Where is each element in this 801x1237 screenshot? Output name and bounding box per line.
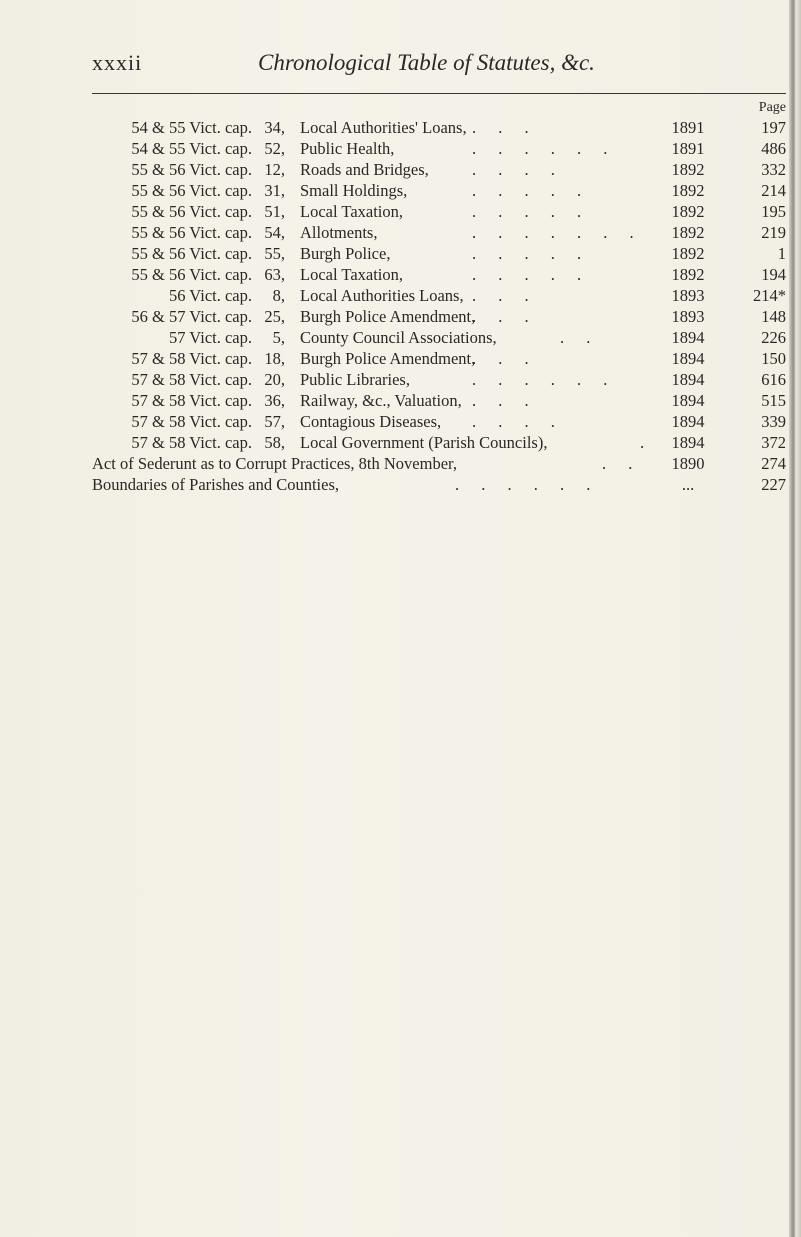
page-number: 274 (761, 454, 786, 473)
page-number: 148 (761, 307, 786, 326)
running-title: Chronological Table of Statutes, &c. (258, 50, 595, 75)
table-row (0, 159, 801, 180)
statute-title: Local Authorities Loans, (300, 286, 464, 305)
statute-title: Contagious Diseases, (300, 412, 442, 431)
act-reference: 54 & 55 Vict. cap. (131, 118, 252, 137)
act-reference: 56 & 57 Vict. cap. (131, 307, 252, 326)
chapter-number: 8, (272, 286, 285, 305)
leader-dots: . . . . . . . (472, 223, 643, 242)
table-row (0, 390, 801, 411)
act-reference: 54 & 55 Vict. cap. (131, 139, 252, 158)
table-row (0, 327, 801, 348)
page-column-heading: Page (758, 100, 786, 115)
leader-dots: . . (602, 454, 642, 473)
leader-dots: . . . . . (472, 244, 591, 263)
table-row (0, 138, 801, 159)
leader-dots: . . . . . (472, 265, 591, 284)
statute-title: Act of Sederunt as to Corrupt Practices, 8th November, (92, 454, 457, 473)
year: 1892 (671, 160, 705, 179)
page-header (92, 50, 712, 84)
chapter-number: 36, (264, 391, 285, 410)
act-reference: 55 & 56 Vict. cap. (131, 202, 252, 221)
statute-title: Allotments, (300, 223, 378, 242)
year: ... (681, 475, 695, 494)
leader-dots: . (640, 433, 654, 452)
table-row (0, 264, 801, 285)
chapter-number: 18, (264, 349, 285, 368)
leader-dots: . . (560, 328, 600, 347)
page-number: 214* (753, 286, 786, 305)
chapter-number: 31, (264, 181, 285, 200)
year: 1892 (671, 244, 705, 263)
statute-title: Railway, &c., Valuation, (300, 391, 462, 410)
year: 1894 (671, 328, 705, 347)
chapter-number: 20, (264, 370, 285, 389)
act-reference: 55 & 56 Vict. cap. (131, 265, 252, 284)
header-rule (92, 93, 786, 94)
year: 1893 (671, 286, 705, 305)
leader-dots: . . . (472, 349, 538, 368)
leader-dots: . . . . . . (455, 475, 600, 494)
leader-dots: . . . . . . (472, 139, 617, 158)
table-row (0, 453, 801, 474)
statute-title: Local Taxation, (300, 265, 404, 284)
act-reference: 57 & 58 Vict. cap. (131, 412, 252, 431)
page-number: 219 (761, 223, 786, 242)
act-reference: 57 & 58 Vict. cap. (131, 391, 252, 410)
act-reference: 56 Vict. cap. (168, 286, 252, 305)
statute-title: Burgh Police, (300, 244, 391, 263)
year: 1894 (671, 433, 705, 452)
statute-title: Burgh Police Amendment, (300, 307, 476, 326)
year: 1893 (671, 307, 705, 326)
year: 1890 (671, 454, 705, 473)
chapter-number: 54, (264, 223, 285, 242)
table-row (0, 285, 801, 306)
page-number: 339 (761, 412, 786, 431)
table-row (0, 474, 801, 495)
act-reference: 55 & 56 Vict. cap. (131, 181, 252, 200)
page-number: 1 (777, 244, 786, 263)
act-reference: 57 & 58 Vict. cap. (131, 370, 252, 389)
chapter-number: 55, (264, 244, 285, 263)
table-row (0, 306, 801, 327)
page-number: 227 (761, 475, 786, 494)
statute-title: Small Holdings, (300, 181, 408, 200)
year: 1892 (671, 223, 705, 242)
year: 1892 (671, 265, 705, 284)
statute-title: Roads and Bridges, (300, 160, 429, 179)
table-row (0, 201, 801, 222)
act-reference: 55 & 56 Vict. cap. (131, 160, 252, 179)
chapter-number: 58, (264, 433, 285, 452)
statute-title: County Council Associations, (300, 328, 497, 347)
act-reference: 57 & 58 Vict. cap. (131, 433, 252, 452)
act-reference: 55 & 56 Vict. cap. (131, 223, 252, 242)
chapter-number: 34, (264, 118, 285, 137)
leader-dots: . . . . . . (472, 370, 617, 389)
leader-dots: . . . . . (472, 181, 591, 200)
leader-dots: . . . (472, 307, 538, 326)
leader-dots: . . . (472, 118, 538, 137)
table-row (0, 117, 801, 138)
year: 1892 (671, 181, 705, 200)
page-number: 372 (761, 433, 786, 452)
page-number: 486 (761, 139, 786, 158)
year: 1892 (671, 202, 705, 221)
leader-dots: . . . (472, 391, 538, 410)
act-reference: 57 & 58 Vict. cap. (131, 349, 252, 368)
page-number: 197 (761, 118, 786, 137)
statute-title: Public Libraries, (300, 370, 410, 389)
statute-title: Public Health, (300, 139, 395, 158)
leader-dots: . . . . (472, 160, 564, 179)
year: 1891 (671, 118, 705, 137)
year: 1891 (671, 139, 705, 158)
chapter-number: 52, (264, 139, 285, 158)
leader-dots: . . . . (472, 412, 564, 431)
page-number: 616 (761, 370, 786, 389)
table-row (0, 369, 801, 390)
act-reference: 55 & 56 Vict. cap. (131, 244, 252, 263)
page-number: 150 (761, 349, 786, 368)
page-number: 195 (761, 202, 786, 221)
chapter-number: 25, (264, 307, 285, 326)
page-number: 332 (761, 160, 786, 179)
table-row (0, 432, 801, 453)
page-number: 515 (761, 391, 786, 410)
leader-dots: . . . . . (472, 202, 591, 221)
page-number: 194 (761, 265, 786, 284)
table-row (0, 180, 801, 201)
chapter-number: 12, (264, 160, 285, 179)
page-number: 226 (761, 328, 786, 347)
table-row (0, 411, 801, 432)
statute-title: Local Government (Parish Councils), (300, 433, 548, 452)
chapter-number: 51, (264, 202, 285, 221)
leader-dots: . . . (472, 286, 538, 305)
chapter-number: 63, (264, 265, 285, 284)
folio-number: xxxii (92, 50, 143, 75)
statute-title: Boundaries of Parishes and Counties, (92, 475, 340, 494)
year: 1894 (671, 391, 705, 410)
chapter-number: 5, (272, 328, 285, 347)
page-number: 214 (761, 181, 786, 200)
year: 1894 (671, 412, 705, 431)
year: 1894 (671, 349, 705, 368)
statute-title: Local Taxation, (300, 202, 404, 221)
statute-title: Burgh Police Amendment, (300, 349, 476, 368)
table-row (0, 222, 801, 243)
act-reference: 57 Vict. cap. (168, 328, 252, 347)
year: 1894 (671, 370, 705, 389)
statute-table (0, 117, 801, 495)
chapter-number: 57, (264, 412, 285, 431)
statute-title: Local Authorities' Loans, (300, 118, 467, 137)
table-row (0, 243, 801, 264)
table-row (0, 348, 801, 369)
